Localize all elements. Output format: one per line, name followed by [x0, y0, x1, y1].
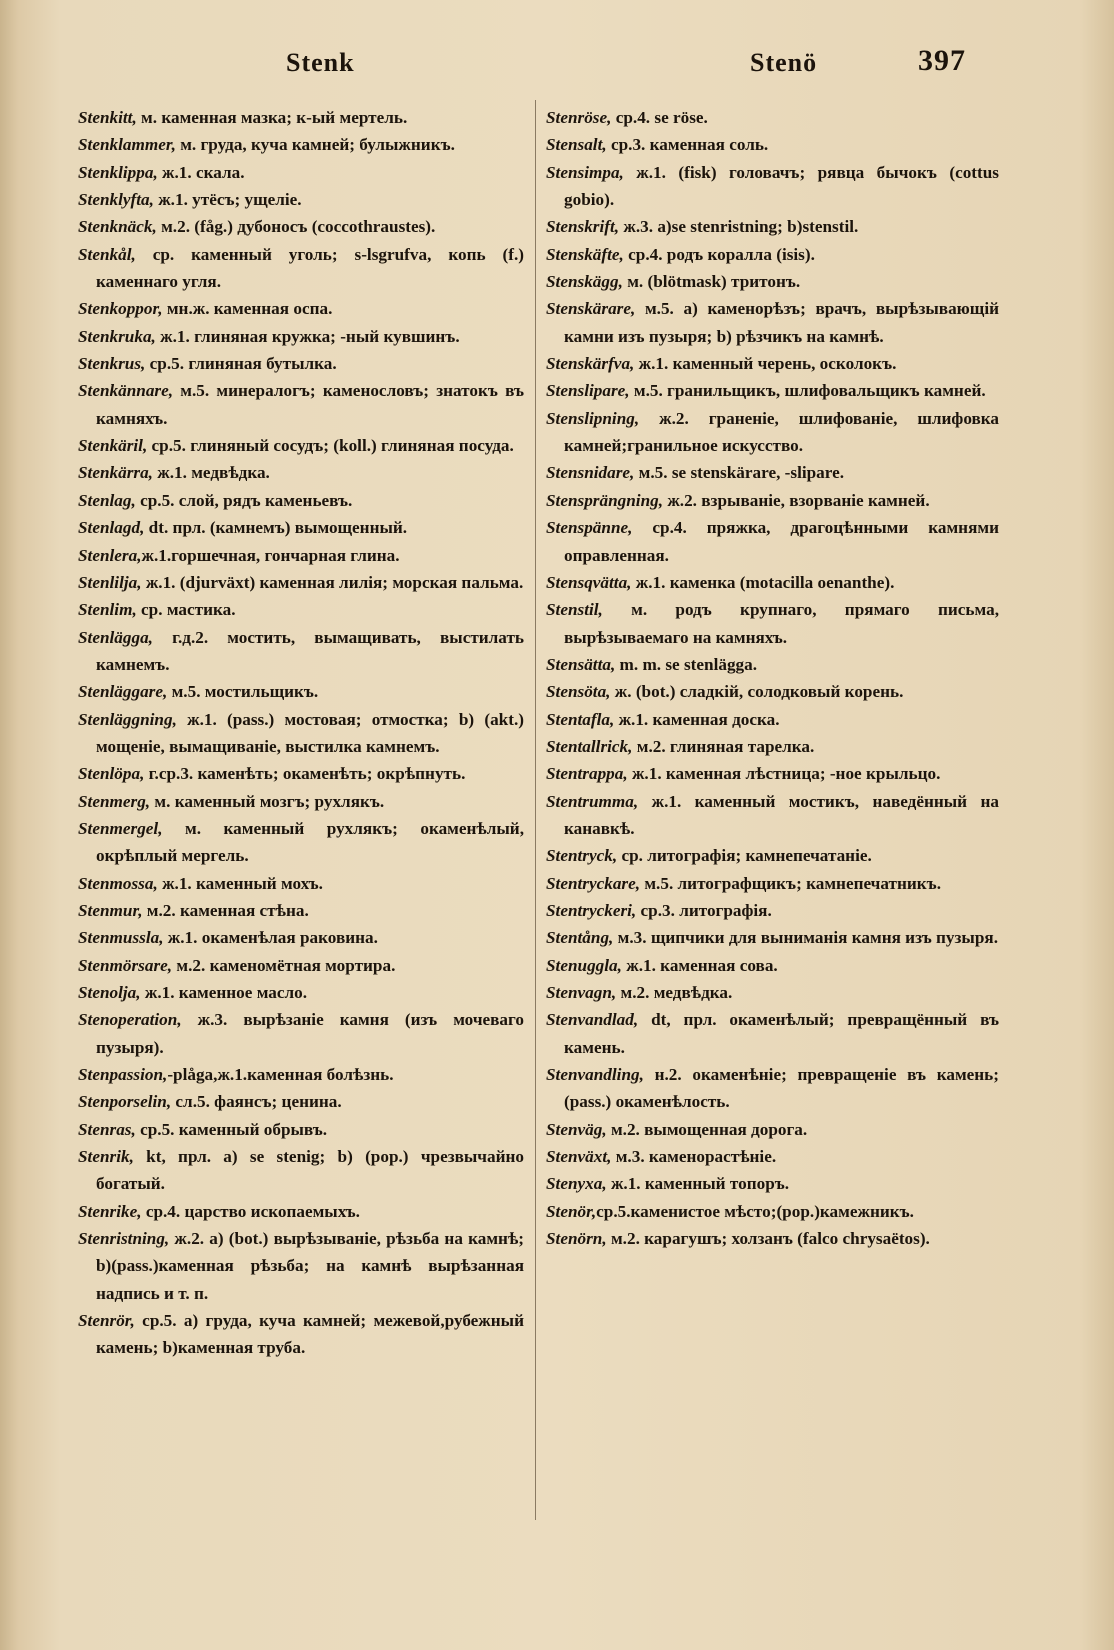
entry-headword: Stenkruka,	[78, 326, 156, 346]
dictionary-entry	[78, 241, 524, 296]
entry-definition: м. родъ крупнаго, прямаго письма, вырѣзываемаго на камняхъ.	[564, 600, 999, 647]
entry-headword: Stentryckeri,	[546, 900, 637, 920]
entry-definition: ср. мастика.	[136, 600, 236, 620]
entry-headword: Stenknäck,	[78, 217, 157, 237]
dictionary-entry	[546, 924, 999, 951]
entry-headword: Stenuggla,	[546, 955, 622, 975]
entry-headword: Stentryckare,	[546, 873, 641, 893]
entry-definition: ср.5.каменистое мѣсто;(pop.)камежникъ.	[596, 1201, 914, 1221]
entry-definition: ж.1.горшечная, гончарная глина.	[141, 545, 400, 565]
dictionary-entry	[546, 405, 999, 460]
entry-headword: Stenoperation,	[78, 1010, 182, 1030]
dictionary-entry	[78, 213, 524, 240]
entry-headword: Stenyxa,	[546, 1174, 607, 1194]
dictionary-entry	[78, 1061, 524, 1088]
entry-headword: Stenrör,	[78, 1311, 135, 1331]
entry-headword: Stenväxt,	[546, 1147, 612, 1167]
entry-definition: ж.1. каменная доска.	[614, 709, 780, 729]
entry-definition: мн.ж. каменная оспа.	[162, 299, 333, 319]
entry-definition: м.2. вымощенная дорога.	[606, 1119, 808, 1139]
entry-definition: м.2. каменная стѣна.	[142, 900, 309, 920]
entry-definition: ср.4. родъ коралла (isis).	[623, 244, 815, 264]
dictionary-entry	[546, 241, 999, 268]
dictionary-entry	[546, 596, 999, 651]
entry-definition: м.3. щипчики для выниманія камня изъ пузыря.	[613, 928, 998, 948]
entry-definition: м.2. карагушъ; холзанъ (falco chrysaëtos).	[606, 1229, 930, 1249]
dictionary-entry	[546, 1225, 999, 1252]
dictionary-entry	[78, 459, 524, 486]
entry-headword: Stenkärra,	[78, 463, 153, 483]
entry-definition: м. груда, куча камней; булыжникъ.	[175, 135, 455, 155]
dictionary-entry	[78, 624, 524, 679]
dictionary-entry	[78, 788, 524, 815]
entry-definition: ср.4. se röse.	[611, 108, 708, 127]
entry-definition: м. каменная мазка; к-ый мертель.	[136, 108, 408, 127]
dictionary-entry	[546, 979, 999, 1006]
left-column	[78, 104, 524, 1362]
entry-definition: м.2. медвѣдка.	[616, 983, 733, 1002]
entry-headword: Stenskärfva,	[546, 354, 635, 374]
entry-definition: ср.3. литографія.	[636, 900, 772, 920]
entry-definition: ж.1. каменный черень, осколокъ.	[634, 354, 897, 374]
entry-headword: Stenolja,	[78, 983, 141, 1002]
entry-headword: Stenmergel,	[78, 818, 163, 838]
dictionary-entry	[78, 323, 524, 350]
dictionary-entry	[78, 1143, 524, 1198]
dictionary-entry	[78, 295, 524, 322]
entry-headword: Stenrike,	[78, 1201, 142, 1221]
entry-headword: Stenskrift,	[546, 217, 620, 237]
entry-definition: м.3. каменорастѣніе.	[611, 1147, 777, 1167]
entry-definition: kt, прл. a) se stenig; b) (pop.) чрезвычайно богатый.	[96, 1147, 524, 1194]
entry-definition: м.5. a) каменорѣзъ; врачъ, вырѣзывающій камни изъ пузыря; b) рѣзчикъ на камнѣ.	[564, 299, 999, 346]
page-number: 397	[918, 44, 966, 77]
entry-definition: м. каменный мозгъ; рухлякъ.	[150, 791, 385, 811]
entry-definition: ж.2. взрываніе, взорваніе камней.	[663, 490, 930, 510]
entry-definition: м.2. каменомётная мортира.	[172, 955, 396, 975]
entry-headword: Stensalt,	[546, 135, 607, 155]
entry-headword: Stenörn,	[546, 1229, 607, 1249]
dictionary-entry	[78, 542, 524, 569]
dictionary-entry	[78, 596, 524, 623]
entry-headword: Stenslipning,	[546, 408, 640, 428]
entry-headword: Stenlilja,	[78, 572, 142, 592]
entry-headword: Stenskäfte,	[546, 244, 624, 264]
dictionary-entry	[546, 897, 999, 924]
dictionary-entry	[546, 487, 999, 514]
entry-headword: Stentallrick,	[546, 736, 633, 756]
entry-headword: Stensqvätta,	[546, 572, 632, 592]
entry-definition: ж.1. медвѣдка.	[152, 463, 270, 483]
entry-headword: Stenlag,	[78, 490, 136, 510]
dictionary-entry	[546, 651, 999, 678]
right-column	[546, 104, 999, 1252]
entry-headword: Stenvandling,	[546, 1065, 644, 1085]
entry-definition: ср.5. глиняная бутылка.	[145, 354, 337, 374]
dictionary-entry	[78, 1307, 524, 1362]
dictionary-entry	[546, 1061, 999, 1116]
entry-definition: ж.1. каменная лѣстница; -ное крыльцо.	[627, 764, 941, 784]
dictionary-entry	[78, 1116, 524, 1143]
dictionary-entry	[78, 377, 524, 432]
dictionary-entry	[546, 459, 999, 486]
entry-headword: Stenrik,	[78, 1147, 134, 1167]
entry-definition: ж.1. утёсъ; ущеліе.	[153, 190, 302, 210]
entry-headword: Stenkitt,	[78, 108, 137, 127]
dictionary-entry	[78, 979, 524, 1006]
entry-headword: Stenlera,	[78, 545, 142, 565]
entry-definition: dt, прл. окаменѣлый; превращённый въ камень.	[564, 1010, 999, 1057]
dictionary-entry	[546, 760, 999, 787]
entry-headword: Stentafla,	[546, 709, 615, 729]
entry-definition: ж. (bot.) сладкій, солодковый корень.	[610, 682, 904, 702]
entry-definition: ср.5. a) груда, куча камней; межевой,рубежный камень; b)каменная труба.	[96, 1311, 524, 1358]
entry-definition: ж.1. глиняная кружка; -ный кувшинъ.	[155, 326, 460, 346]
entry-definition: ж.1. (fisk) головачъ; рявца бычокъ (cottus gobio).	[564, 162, 999, 210]
entry-headword: Stenslipare,	[546, 381, 630, 401]
entry-definition: -plåga,ж.1.каменная болѣзнь.	[167, 1065, 394, 1085]
dictionary-entry	[78, 432, 524, 459]
dictionary-entry	[78, 706, 524, 761]
entry-definition: ср.5. каменный обрывъ.	[135, 1119, 328, 1139]
dictionary-entry	[546, 514, 999, 569]
dictionary-entry	[78, 514, 524, 541]
dictionary-entry	[546, 870, 999, 897]
dictionary-entry	[546, 213, 999, 240]
dictionary-entry	[78, 815, 524, 870]
entry-definition: сл.5. фаянсъ; ценина.	[171, 1092, 342, 1112]
dictionary-entry	[78, 870, 524, 897]
entry-headword: Stenkål,	[78, 244, 136, 264]
entry-headword: Stenkrus,	[78, 354, 146, 374]
dictionary-entry	[546, 952, 999, 979]
entry-definition: м.5. мостильщикъ.	[167, 682, 319, 702]
entry-headword: Stentång,	[546, 928, 614, 948]
dictionary-entry	[546, 788, 999, 843]
dictionary-entry	[78, 104, 524, 131]
entry-headword: Stenkoppor,	[78, 299, 163, 319]
entry-headword: Stenmerg,	[78, 791, 151, 811]
entry-headword: Stenlägga,	[78, 627, 153, 647]
entry-headword: Stenmörsare,	[78, 955, 173, 975]
dictionary-entry	[546, 1170, 999, 1197]
dictionary-entry	[546, 377, 999, 404]
entry-definition: м.2. (fåg.) дубоносъ (coccothraustes).	[156, 217, 436, 237]
entry-definition: м. (blötmask) тритонъ.	[622, 272, 801, 292]
entry-definition: ср.4. пряжка, драгоцѣнными камнями оправленная.	[564, 518, 999, 565]
entry-headword: Stenkäril,	[78, 436, 148, 456]
entry-definition: ж.1. каменное масло.	[140, 983, 308, 1002]
dictionary-entry	[546, 678, 999, 705]
entry-definition: ж.3. вырѣзаніе камня (изъ мочеваго пузыря).	[96, 1010, 524, 1057]
entry-headword: Stenröse,	[546, 108, 612, 127]
dictionary-entry	[546, 295, 999, 350]
entry-headword: Stenväg,	[546, 1119, 607, 1139]
entry-headword: Stenskärare,	[546, 299, 636, 319]
entry-definition: ж.1. каменная сова.	[621, 955, 778, 975]
running-head-right: Stenö	[750, 48, 818, 77]
dictionary-entry	[78, 760, 524, 787]
entry-headword: Stenör,	[546, 1201, 597, 1221]
dictionary-entry	[546, 733, 999, 760]
entry-definition: м.5. минералогъ; каменословъ; знатокъ въ камняхъ.	[96, 381, 524, 428]
dictionary-entry	[78, 350, 524, 377]
running-head-left: Stenk	[286, 48, 355, 77]
entry-headword: Stenspänne,	[546, 518, 633, 538]
entry-headword: Stenporselin,	[78, 1092, 172, 1112]
entry-definition: ж.1. каменный топоръ.	[606, 1174, 790, 1194]
entry-definition: ж.3. a)se stenristning; b)stenstil.	[619, 217, 859, 237]
dictionary-entry	[546, 1116, 999, 1143]
entry-definition: ж.2. a) (bot.) вырѣзываніе, рѣзьба на камнѣ; b)(pass.)каменная рѣзьба; на камнѣ вырѣзанная надпись и т. п.	[96, 1229, 524, 1303]
entry-headword: Stensimpa,	[546, 162, 624, 182]
entry-headword: Stenlöpa,	[78, 764, 145, 784]
dictionary-entry	[78, 131, 524, 158]
entry-definition: м.5. литографщикъ; камнепечатникъ.	[640, 873, 941, 893]
entry-definition: ср.5. глиняный сосудъ; (koll.) глиняная посуда.	[147, 436, 514, 456]
entry-definition: dt. прл. (камнемъ) вымощенный.	[144, 518, 408, 538]
entry-definition: г.ср.3. каменѣть; окаменѣть; окрѣпнуть.	[144, 764, 466, 784]
entry-headword: Stenklammer,	[78, 135, 176, 155]
entry-definition: ж.1. каменный мохъ.	[157, 873, 323, 893]
entry-definition: ж.1. окаменѣлая раковина.	[163, 928, 378, 948]
entry-headword: Stenras,	[78, 1119, 136, 1139]
entry-headword: Stenvagn,	[546, 983, 617, 1002]
entry-definition: ж.1. (pass.) мостовая; отмостка; b) (akt.) мощеніе, вымащиваніе, выстилка камнемъ.	[96, 709, 524, 756]
entry-definition: ср.3. каменная соль.	[606, 135, 769, 155]
dictionary-entry	[546, 1006, 999, 1061]
entry-headword: Stensöta,	[546, 682, 611, 702]
entry-definition: m. m. se stenlägga.	[615, 654, 758, 674]
dictionary-entry	[546, 842, 999, 869]
entry-headword: Stenlim,	[78, 600, 137, 620]
entry-definition: ж.1. скала.	[157, 162, 245, 182]
entry-definition: ср.5. слой, рядъ каменьевъ.	[135, 490, 353, 510]
dictionary-entry	[546, 1143, 999, 1170]
entry-headword: Stenmur,	[78, 900, 143, 920]
entry-definition: г.д.2. мостить, вымащивать, выстилать камнемъ.	[96, 627, 524, 674]
entry-headword: Stenklyfta,	[78, 190, 154, 210]
dictionary-entry	[78, 1088, 524, 1115]
entry-headword: Stentrappa,	[546, 764, 628, 784]
dictionary-entry	[546, 131, 999, 158]
entry-definition: м.2. глиняная тарелка.	[632, 736, 815, 756]
entry-definition: ср. каменный уголь; s-lsgrufva, копь (f.) каменнаго угля.	[96, 244, 524, 292]
dictionary-entry	[78, 897, 524, 924]
dictionary-entry	[546, 569, 999, 596]
dictionary-entry	[78, 487, 524, 514]
entry-headword: Stenstil,	[546, 600, 603, 620]
entry-headword: Stensprängning,	[546, 490, 664, 510]
entry-headword: Stenpassion,	[78, 1065, 168, 1085]
column-divider	[535, 100, 536, 1520]
entry-definition: ср. литографія; камнепечатаніе.	[617, 846, 872, 866]
entry-headword: Stenläggare,	[78, 682, 168, 702]
entry-definition: ж.1. каменка (motacilla oenanthe).	[631, 572, 895, 592]
entry-headword: Stenskägg,	[546, 272, 623, 292]
dictionary-entry	[78, 1198, 524, 1225]
dictionary-entry	[546, 1198, 999, 1225]
entry-definition: н.2. окаменѣніе; превращеніе въ камень; (pass.) окаменѣлость.	[564, 1065, 999, 1112]
entry-headword: Stenlagd,	[78, 518, 145, 538]
dictionary-entry	[546, 159, 999, 214]
dictionary-entry	[78, 1225, 524, 1307]
entry-definition: м.5. se stenskärare, -slipare.	[634, 463, 845, 483]
entry-definition: м.5. гранильщикъ, шлифовальщикъ камней.	[629, 381, 986, 401]
dictionary-entry	[78, 569, 524, 596]
entry-headword: Stenristning,	[78, 1229, 170, 1249]
dictionary-entry	[78, 159, 524, 186]
dictionary-entry	[546, 268, 999, 295]
dictionary-entry	[78, 678, 524, 705]
dictionary-entry	[78, 952, 524, 979]
dictionary-entry	[78, 924, 524, 951]
entry-headword: Stenvandlad,	[546, 1010, 639, 1030]
entry-definition: ср.4. царство ископаемыхъ.	[141, 1201, 360, 1221]
entry-definition: ж.2. граненіе, шлифованіе, шлифовка камней;гранильное искусство.	[564, 408, 999, 456]
dictionary-entry	[78, 1006, 524, 1061]
dictionary-entry	[546, 350, 999, 377]
dictionary-entry	[546, 104, 999, 131]
entry-headword: Stenläggning,	[78, 709, 177, 729]
entry-headword: Stentryck,	[546, 846, 618, 866]
entry-definition: ж.1. каменный мостикъ, наведённый на канавкѣ.	[564, 791, 999, 838]
dictionary-entry	[546, 706, 999, 733]
entry-headword: Stentrumma,	[546, 791, 639, 811]
entry-headword: Stensätta,	[546, 654, 616, 674]
entry-headword: Stenmussla,	[78, 928, 164, 948]
entry-headword: Stensnidare,	[546, 463, 635, 483]
entry-headword: Stenkännare,	[78, 381, 174, 401]
entry-headword: Stenklippa,	[78, 162, 158, 182]
entry-headword: Stenmossa,	[78, 873, 158, 893]
entry-definition: ж.1. (djurväxt) каменная лилія; морская пальма.	[141, 572, 524, 592]
entry-definition: м. каменный рухлякъ; окаменѣлый, окрѣплый мергель.	[96, 818, 524, 866]
dictionary-entry	[78, 186, 524, 213]
